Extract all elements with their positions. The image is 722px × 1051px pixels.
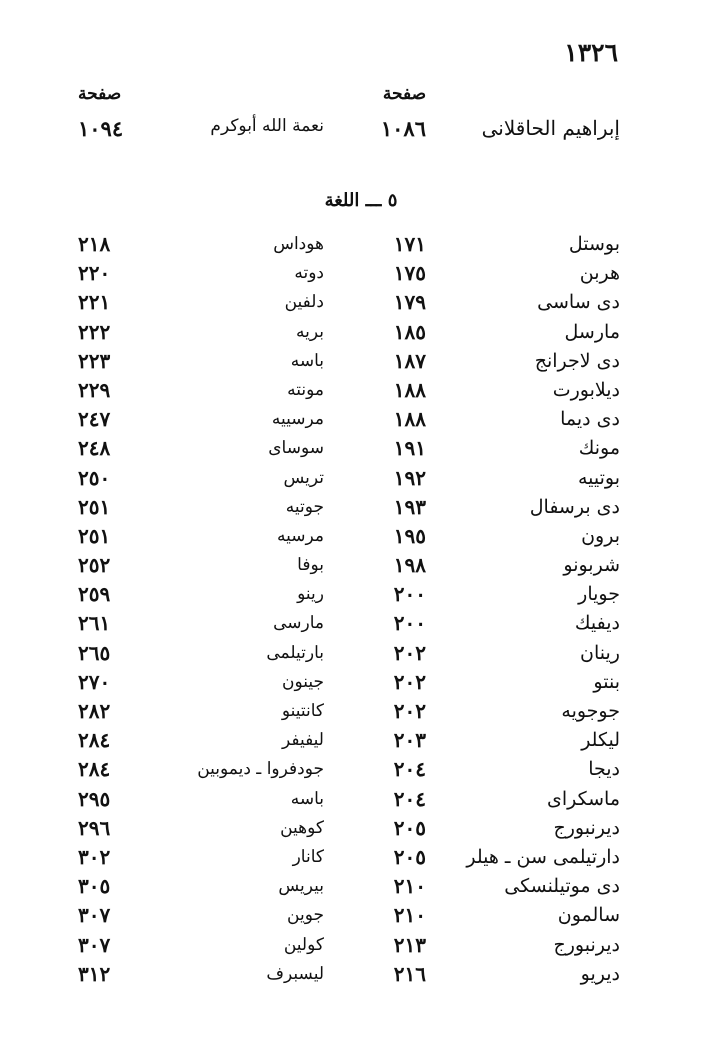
left-name: ليفيفر — [281, 730, 324, 751]
left-name: سوساى — [268, 438, 324, 459]
left-name: مرسيه — [277, 525, 324, 546]
left-page: ٢٩٦ — [78, 815, 111, 840]
left-name: مارسى — [273, 613, 324, 634]
left-page: ٢٦٥ — [78, 640, 111, 665]
table-row — [0, 259, 722, 288]
right-name: ديلابورت — [552, 378, 620, 401]
left-page: ٢٥٢ — [78, 553, 111, 578]
right-name: برون — [581, 524, 620, 547]
left-name: ليسبرف — [266, 963, 324, 984]
left-page: ٢٨٢ — [78, 699, 111, 723]
right-name: دى برسفال — [529, 495, 620, 518]
table-row — [0, 843, 722, 872]
right-page: ١٨٥ — [393, 319, 426, 344]
right-page: ٢٠٢ — [393, 699, 426, 723]
left-page: ٢٢٩ — [78, 377, 111, 402]
right-page: ١٩١ — [393, 436, 426, 461]
right-name: ديرنبورج — [553, 933, 620, 956]
header-page-left: صفحة — [78, 84, 122, 104]
right-name: دى لاجرانج — [534, 349, 620, 372]
left-page: ٣٠٧ — [78, 932, 111, 957]
left-name: نعمة الله أبوكرم — [210, 116, 324, 136]
table-row — [0, 464, 722, 493]
left-name: كوهين — [280, 817, 324, 838]
left-name: دوته — [294, 263, 324, 284]
left-name: كانار — [292, 846, 324, 867]
top-row — [0, 116, 722, 148]
right-name: مارسل — [564, 320, 620, 343]
right-page: ٢٠٢ — [393, 669, 426, 694]
left-page: ٣٠٢ — [78, 844, 111, 869]
left-page: ٢٢٠ — [78, 261, 111, 286]
left-page: ٢٢١ — [78, 290, 111, 315]
left-page: ٣١٢ — [78, 961, 111, 986]
right-page: ٢٠٣ — [393, 728, 426, 753]
right-name: جويار — [578, 583, 620, 606]
table-row — [0, 814, 722, 843]
left-name: كولين — [283, 934, 324, 955]
left-page: ٢٥١ — [78, 494, 111, 519]
table-row — [0, 901, 722, 930]
left-page: ٢٤٧ — [78, 407, 111, 432]
left-name: باسه — [290, 350, 324, 371]
right-page: ٢٠٢ — [393, 640, 426, 665]
left-name: بيريس — [278, 876, 324, 897]
table-row — [0, 551, 722, 580]
right-name: سالمون — [557, 904, 620, 927]
right-page: ٢٠٠ — [393, 611, 426, 636]
right-page: ١٩٨ — [393, 553, 426, 578]
right-page: ٢١٠ — [393, 874, 426, 899]
table-row — [0, 726, 722, 755]
right-name: دارتيلمى سن ـ هيلر — [466, 845, 620, 868]
left-page: ٣٠٥ — [78, 874, 111, 899]
table-row — [0, 755, 722, 784]
right-name: بوتييه — [577, 466, 620, 489]
right-page: ١٨٨ — [393, 377, 426, 402]
right-page: ١٨٨ — [393, 407, 426, 432]
right-name: دى ساسى — [537, 291, 620, 314]
right-page: ١٩٢ — [393, 465, 426, 490]
right-page: ٢٠٤ — [393, 757, 426, 782]
table-row — [0, 230, 722, 259]
left-page: ٢٦١ — [78, 611, 111, 636]
left-name: تريس — [283, 467, 324, 488]
left-name: باسه — [290, 788, 324, 809]
left-name: بريه — [296, 321, 324, 342]
table-row — [0, 639, 722, 668]
index-table — [0, 230, 722, 989]
table-row — [0, 376, 722, 405]
right-name: بوستل — [568, 233, 620, 255]
table-row — [0, 609, 722, 638]
table-row — [0, 493, 722, 522]
section-title: ٥ ـــ اللغة — [324, 190, 398, 211]
left-page: ٢٨٤ — [78, 728, 111, 753]
page-number: ١٣٢٦ — [564, 38, 618, 67]
right-name: ديرنبورج — [553, 816, 620, 839]
right-page: ٢٠٠ — [393, 582, 426, 607]
right-name: شربونو — [563, 554, 620, 577]
left-name: جوين — [287, 905, 324, 926]
left-name: هوداس — [273, 234, 324, 254]
left-page: ٢١٨ — [78, 232, 111, 256]
right-page: ١٧٥ — [393, 261, 426, 286]
header-page-middle: صفحة — [382, 84, 426, 104]
left-page: ٢٢٣ — [78, 348, 111, 373]
left-page: ٢٥١ — [78, 523, 111, 548]
left-page: ٢٨٤ — [78, 757, 111, 782]
table-row — [0, 668, 722, 697]
right-name: بنتو — [593, 670, 620, 693]
right-name: ماسكراى — [546, 787, 620, 810]
table-row — [0, 522, 722, 551]
right-name: ديريو — [580, 962, 620, 985]
left-name: بارتيلمى — [266, 642, 324, 663]
table-row — [0, 288, 722, 317]
left-name: جوتيه — [285, 496, 324, 517]
left-page: ٢٥٩ — [78, 582, 111, 607]
left-name: كانتينو — [281, 701, 324, 721]
table-row — [0, 960, 722, 989]
right-name: جوجويه — [561, 700, 620, 722]
right-page: ١٨٧ — [393, 348, 426, 373]
right-page: ٢٠٥ — [393, 815, 426, 840]
left-name: جينون — [281, 671, 324, 692]
left-name: بوفا — [297, 555, 324, 576]
left-page: ٢٩٥ — [78, 786, 111, 811]
left-name: جودفروا ـ ديموبين — [197, 759, 324, 780]
left-page: ٢٥٠ — [78, 465, 111, 490]
right-name: دى ديما — [560, 408, 620, 431]
right-name: رينان — [580, 641, 620, 664]
right-name: ديجا — [588, 758, 620, 781]
right-name: ليكلر — [581, 729, 620, 752]
left-page: ١٠٩٤ — [78, 116, 124, 141]
right-page: ١٩٣ — [393, 494, 426, 519]
table-row — [0, 347, 722, 376]
right-page: ٢١٦ — [393, 961, 426, 986]
table-row — [0, 580, 722, 609]
table-row — [0, 872, 722, 901]
left-page: ٢٤٨ — [78, 436, 111, 461]
left-name: مرسييه — [271, 409, 324, 430]
right-name: هربن — [579, 262, 620, 285]
left-page: ٣٠٧ — [78, 903, 111, 928]
left-name: رينو — [297, 584, 324, 605]
table-row — [0, 931, 722, 960]
table-row — [0, 405, 722, 434]
right-name: مونك — [578, 437, 620, 460]
right-page: ١٩٥ — [393, 523, 426, 548]
right-page: ٢٠٤ — [393, 786, 426, 811]
right-page: ١٧١ — [393, 232, 426, 256]
right-page: ١٠٨٦ — [380, 116, 426, 141]
left-page: ٢٢٢ — [78, 319, 111, 344]
table-row — [0, 318, 722, 347]
table-row — [0, 785, 722, 814]
right-name: دى موتيلنسكى — [504, 875, 620, 898]
right-name: ديفيك — [574, 612, 620, 635]
left-name: مونته — [287, 379, 324, 400]
table-row — [0, 697, 722, 726]
right-page: ٢١٣ — [393, 932, 426, 957]
right-page: ١٧٩ — [393, 290, 426, 315]
right-page: ٢٠٥ — [393, 844, 426, 869]
right-name: إبراهيم الحاقلانى — [481, 116, 620, 140]
left-page: ٢٧٠ — [78, 669, 111, 694]
right-page: ٢١٠ — [393, 903, 426, 928]
left-name: دلفين — [284, 292, 324, 313]
table-row — [0, 434, 722, 463]
